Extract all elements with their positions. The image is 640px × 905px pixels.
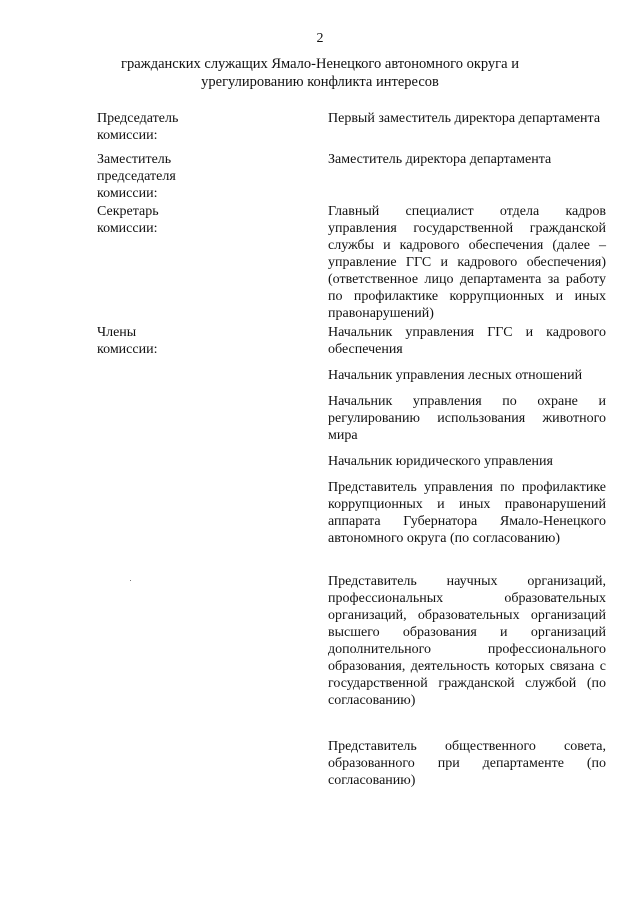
- member-position-4: Начальник юридического управления: [328, 454, 553, 469]
- scan-speck: [130, 580, 131, 581]
- role-chairman-line-1: Председатель: [97, 111, 179, 126]
- role-secretary: [97, 203, 297, 237]
- position-deputy: Заместитель директора департамента: [328, 152, 552, 167]
- position-secretary: Главный специалист отдела кадров управления государственной гражданской службы и кадрового обеспечения (далее – управление ГГС и кадрового обеспечения) (ответственное лицо департамента за работу по профилактике коррупционных и иных правонарушений): [328, 204, 606, 321]
- page-number: 2: [316, 31, 324, 46]
- member-position-1: Начальник управления ГГС и кадрового обеспечения: [328, 325, 606, 357]
- role-deputy-line-3: комиссии:: [97, 186, 158, 201]
- role-chairman: [97, 110, 297, 144]
- member-position-2: Начальник управления лесных отношений: [328, 368, 583, 383]
- member-position-6: Представитель научных организаций, профессиональных образовательных организаций, образовательных организаций высшего образования и организаций дополнительного профессионального образования, деятельность которых связана с государственной гражданской службой (по согласованию): [328, 574, 606, 708]
- document-heading: [60, 55, 580, 91]
- role-secretary-line-2: комиссии:: [97, 221, 158, 236]
- role-deputy-line-2: председателя: [97, 169, 176, 184]
- member-position-5: Представитель управления по профилактике коррупционных и иных правонарушений аппарата Губернатора Ямало-Ненецкого автономного округа (по согласованию): [328, 480, 606, 546]
- role-members-line-2: комиссии:: [97, 342, 158, 357]
- member-position-3: Начальник управления по охране и регулированию использования животного мира: [328, 394, 606, 443]
- role-deputy-line-1: Заместитель: [97, 152, 172, 167]
- role-chairman-line-2: комиссии:: [97, 128, 158, 143]
- heading-line-2: урегулированию конфликта интересов: [201, 74, 439, 90]
- member-position-7: Представитель общественного совета, образованного при департаменте (по согласованию): [328, 739, 606, 788]
- role-members: [97, 324, 297, 358]
- heading-line-1: гражданских служащих Ямало-Ненецкого автономного округа и: [121, 56, 519, 72]
- position-chairman: Первый заместитель директора департамента: [328, 111, 601, 126]
- role-members-line-1: Члены: [97, 325, 137, 340]
- role-secretary-line-1: Секретарь: [97, 204, 159, 219]
- role-deputy: [97, 151, 297, 202]
